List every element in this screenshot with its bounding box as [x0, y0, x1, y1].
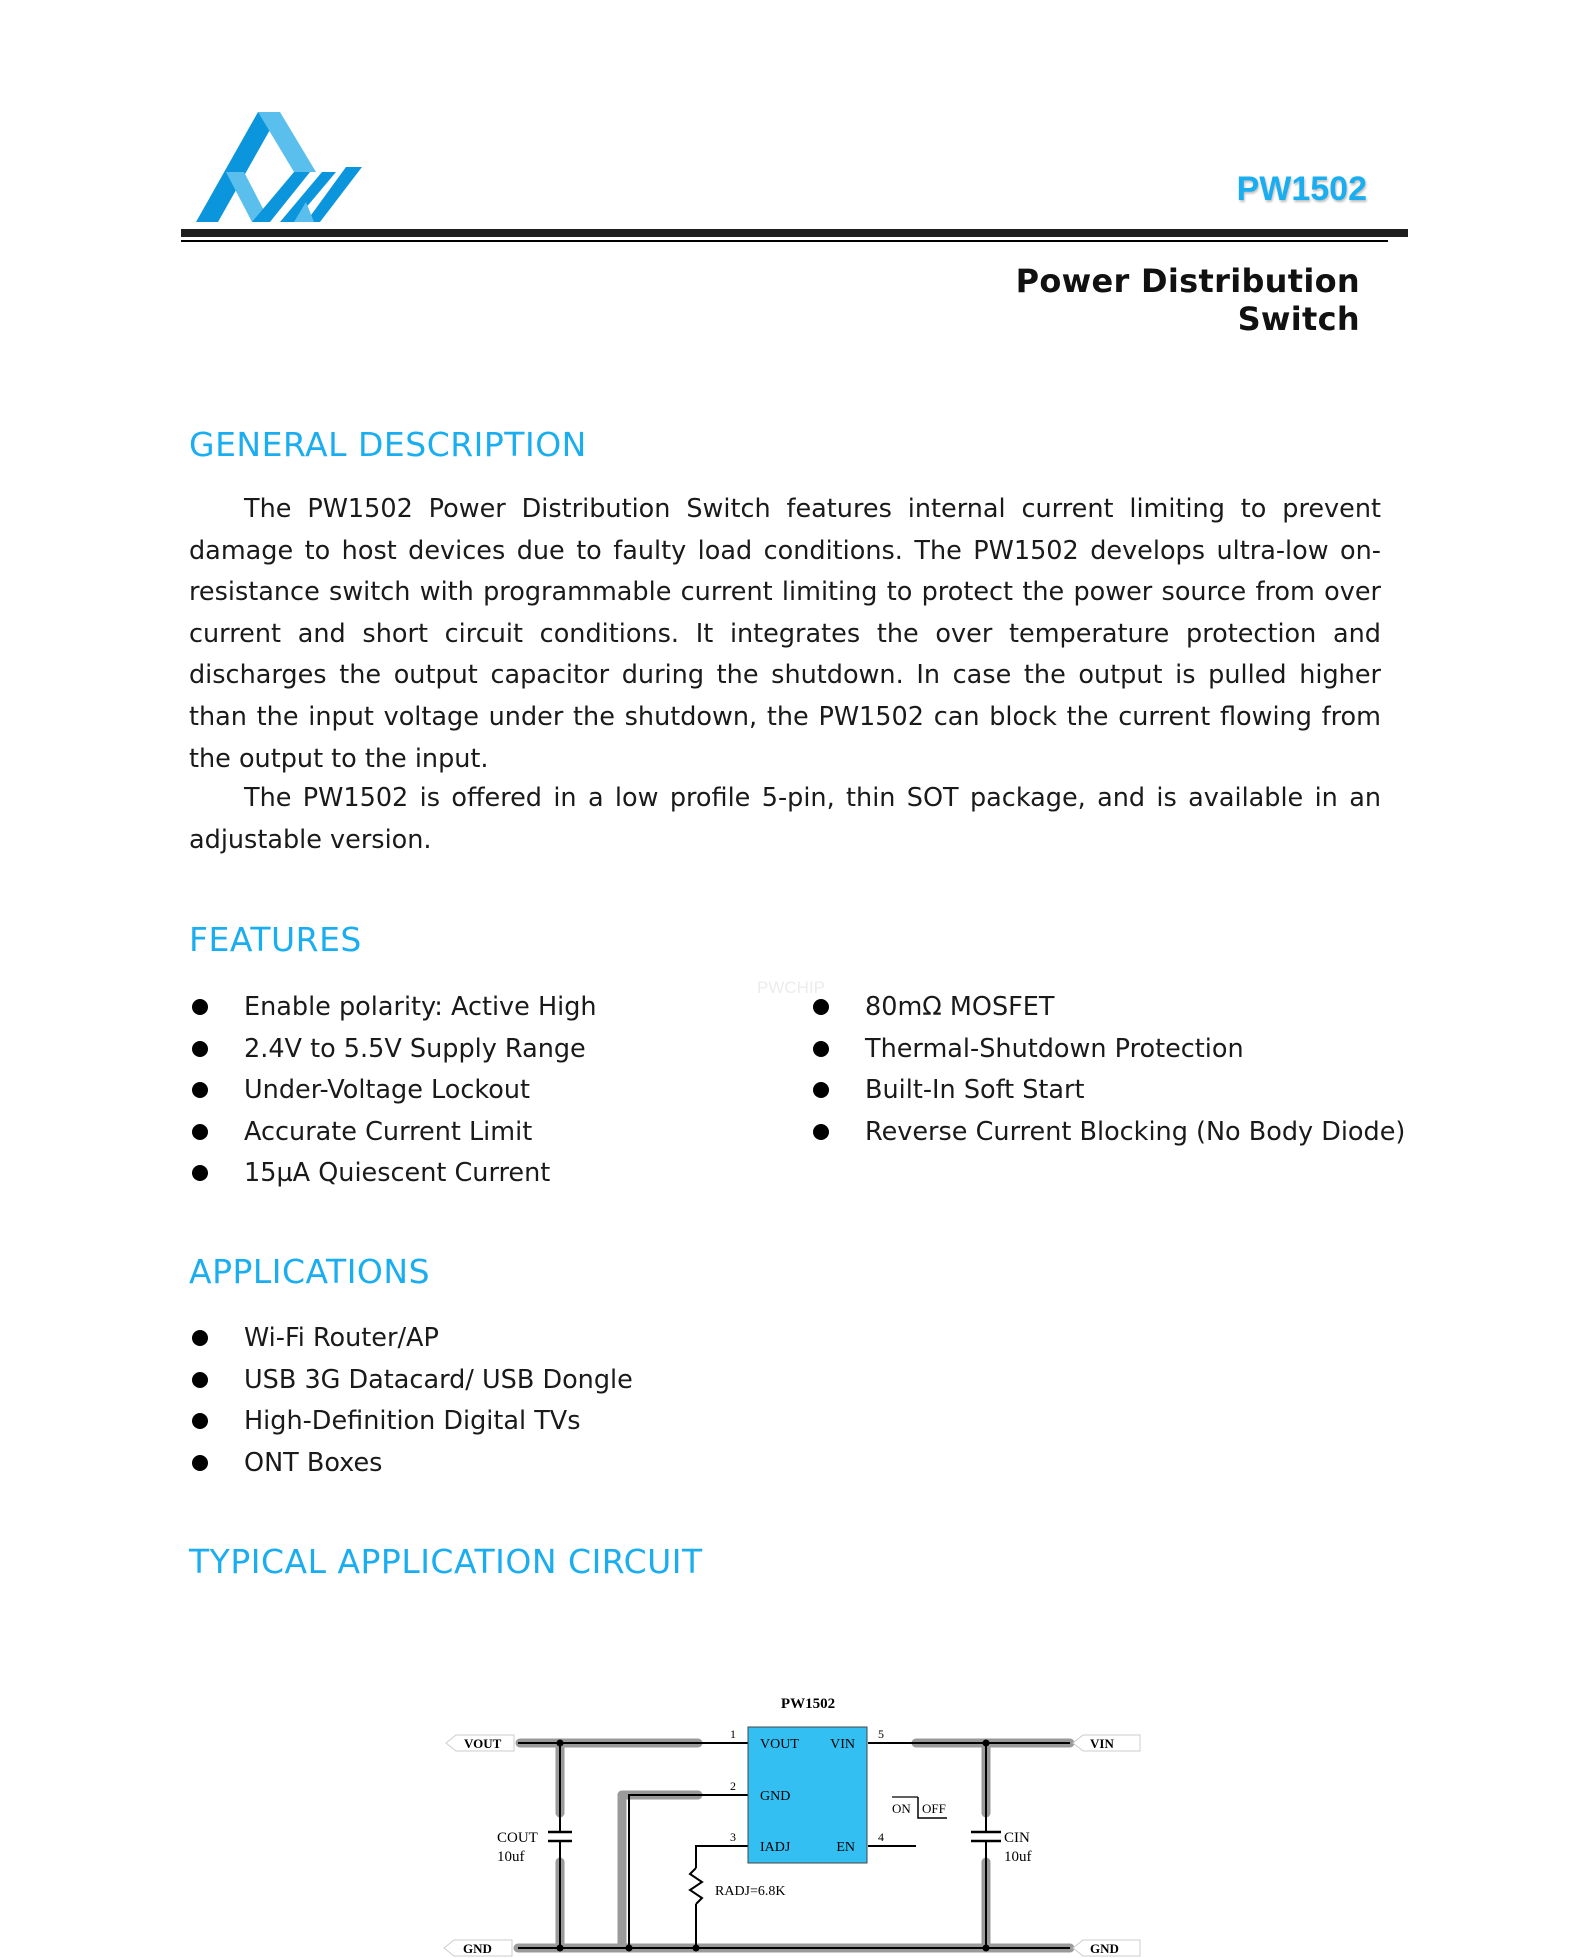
- bullet-icon: [192, 1041, 208, 1057]
- list-item: 15µA Quiescent Current: [189, 1153, 597, 1195]
- list-item: Under-Voltage Lockout: [189, 1070, 597, 1112]
- port-label-vin: VIN: [1090, 1736, 1114, 1751]
- bullet-icon: [813, 1124, 829, 1140]
- bullet-icon: [192, 999, 208, 1015]
- list-item: Reverse Current Blocking (No Body Diode): [810, 1112, 1405, 1154]
- list-item: High-Definition Digital TVs: [189, 1401, 633, 1443]
- pin-number-2: 2: [730, 1779, 736, 1793]
- list-item: Accurate Current Limit: [189, 1112, 597, 1154]
- applications-list: [189, 1318, 633, 1484]
- list-item: Enable polarity: Active High: [189, 987, 597, 1029]
- list-item: Thermal-Shutdown Protection: [810, 1029, 1405, 1071]
- header-rule: [181, 229, 1408, 237]
- cout-label: COUT: [497, 1830, 538, 1846]
- pin-number-1: 1: [730, 1727, 736, 1741]
- junction-dot: [983, 1945, 990, 1952]
- pin-number-5: 5: [878, 1727, 884, 1741]
- header-rule-thin: [181, 240, 1388, 242]
- pin-label-iadj: IADJ: [760, 1840, 791, 1855]
- features-list-left: [189, 987, 597, 1195]
- company-logo: [196, 112, 366, 224]
- list-item: USB 3G Datacard/ USB Dongle: [189, 1360, 633, 1402]
- description-paragraph-2: The PW1502 is offered in a low profile 5-pin, thin SOT package, and is available in an adjustable version.: [189, 783, 1381, 855]
- switch-on-label: ON: [892, 1801, 911, 1816]
- pin-label-vout: VOUT: [760, 1737, 799, 1752]
- switch-off-label: OFF: [922, 1801, 946, 1816]
- pin-number-4: 4: [878, 1830, 884, 1844]
- part-number: PW1502: [1236, 170, 1367, 208]
- radj-label: RADJ=6.8K: [715, 1884, 786, 1899]
- features-list-right: [810, 987, 1405, 1153]
- junction-dot: [557, 1740, 564, 1747]
- pin-label-en: EN: [836, 1840, 855, 1855]
- junction-dot: [557, 1945, 564, 1952]
- section-title-general-description: GENERAL DESCRIPTION: [189, 425, 587, 464]
- bullet-icon: [192, 1124, 208, 1140]
- bullet-icon: [192, 1330, 208, 1346]
- junction-dot: [626, 1945, 633, 1952]
- bullet-icon: [192, 1455, 208, 1471]
- ic-name: PW1502: [780, 1696, 836, 1712]
- list-item: Wi-Fi Router/AP: [189, 1318, 633, 1360]
- bullet-icon: [813, 999, 829, 1015]
- bullet-icon: [813, 1041, 829, 1057]
- junction-dot: [983, 1740, 990, 1747]
- bullet-icon: [192, 1413, 208, 1429]
- watermark: PWCHIP: [757, 978, 825, 997]
- cout-value: 10uf: [497, 1849, 525, 1865]
- list-item: Built-In Soft Start: [810, 1070, 1405, 1112]
- list-item: 2.4V to 5.5V Supply Range: [189, 1029, 597, 1071]
- application-circuit-diagram: [430, 1680, 1160, 1958]
- section-title-applications: APPLICATIONS: [189, 1252, 431, 1291]
- port-label-vout: VOUT: [464, 1736, 502, 1751]
- cin-value: 10uf: [1004, 1849, 1032, 1865]
- section-title-circuit: TYPICAL APPLICATION CIRCUIT: [189, 1542, 703, 1581]
- port-label-gnd-left: GND: [463, 1941, 492, 1956]
- list-item: ONT Boxes: [189, 1443, 633, 1485]
- section-title-features: FEATURES: [189, 920, 362, 959]
- pin-label-vin: VIN: [830, 1737, 855, 1752]
- list-item: 80mΩ MOSFET: [810, 987, 1405, 1029]
- pin-label-gnd: GND: [760, 1789, 791, 1804]
- bullet-icon: [192, 1165, 208, 1181]
- document-subtitle: Power Distribution Switch: [1015, 262, 1360, 338]
- cin-label: CIN: [1004, 1830, 1030, 1846]
- description-paragraph-1: The PW1502 Power Distribution Switch features internal current limiting to prevent damage to host devices due to faulty load conditions. The PW1502 develops ultra-low on-resistance switch with programmable current limiting to protect the power source from over current and short circuit conditions. It integrates the over temperature protection and discharges the output capacitor during the shutdown. In case the output is pulled higher than the input voltage under the shutdown, the PW1502 can block the current flowing from the output to the input.: [189, 494, 1381, 774]
- bullet-icon: [192, 1372, 208, 1388]
- bullet-icon: [813, 1082, 829, 1098]
- port-label-gnd-right: GND: [1090, 1941, 1119, 1956]
- pin-number-3: 3: [730, 1830, 736, 1844]
- junction-dot: [693, 1945, 700, 1952]
- bullet-icon: [192, 1082, 208, 1098]
